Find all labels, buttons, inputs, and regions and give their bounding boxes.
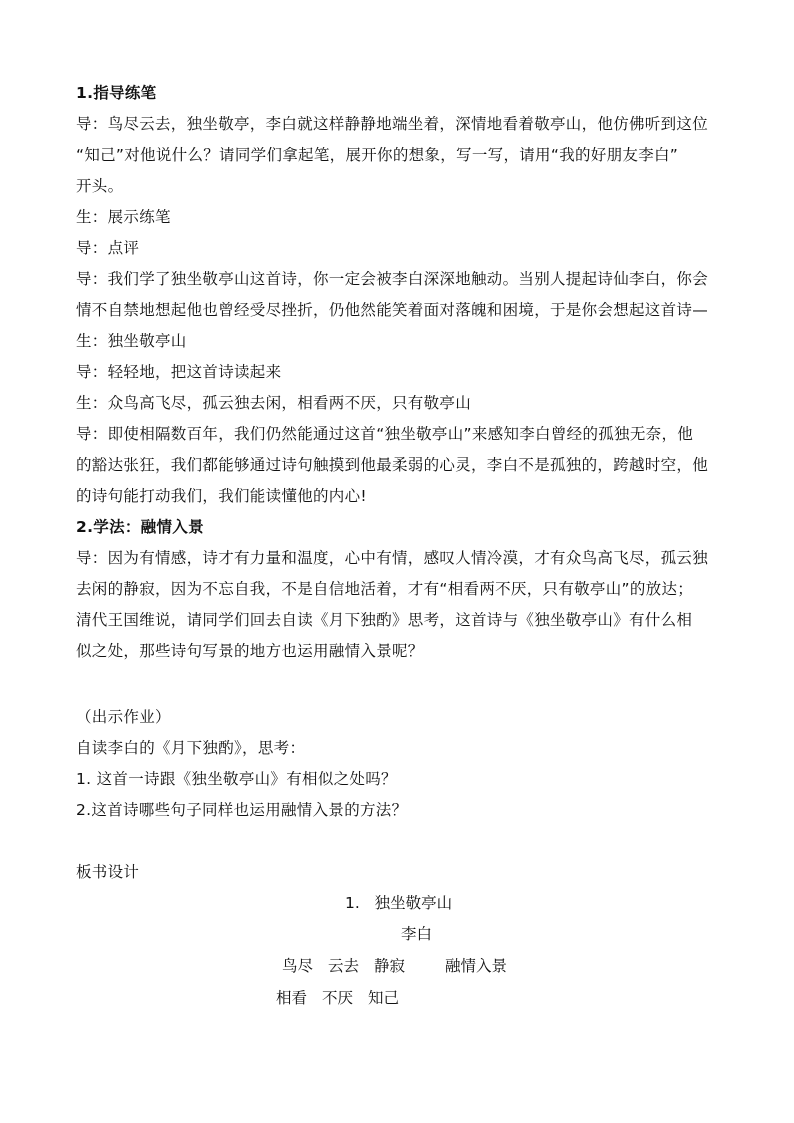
board-keyword: 云去 xyxy=(328,957,360,975)
paragraph-line: 导：我们学了独坐敬亭山这首诗，你一定会被李白深深地触动。当别人提起诗仙李白，你会 xyxy=(76,270,709,288)
paragraph-line: 的诗句能打动我们，我们能读懂他的内心! xyxy=(76,487,367,505)
board-keyword: 静寂 xyxy=(374,957,406,975)
board-keyword: 融情入景 xyxy=(445,957,508,975)
board-design-label: 板书设计 xyxy=(76,863,140,881)
paragraph-line: 似之处，那些诗句写景的地方也运用融情入景呢？ xyxy=(76,642,424,660)
homework-question-1: 1. 这首一诗跟《独坐敬亭山》有相似之处吗？ xyxy=(76,770,397,788)
homework-question-2: 2.这首诗哪些句子同样也运用融情入景的方法？ xyxy=(76,801,408,819)
board-title: 1. 独坐敬亭山 xyxy=(345,894,453,912)
paragraph-line: 导：鸟尽云去，独坐敬亭，李白就这样静静地端坐着，深情地看着敬亭山，他仿佛听到这位 xyxy=(76,115,709,133)
homework-intro: 自读李白的《月下独酌》，思考： xyxy=(76,739,306,757)
paragraph-line: “知己”对他说什么？请同学们拿起笔，展开你的想象，写一写，请用“我的好朋友李白” xyxy=(76,146,679,164)
paragraph-line: 导：因为有情感，诗才有力量和温度，心中有情，感叹人情冷漠，才有众鸟高飞尽，孤云独 xyxy=(76,549,709,567)
paragraph-line: 导：即使相隔数百年，我们仍然能通过这首“独坐敬亭山”来感知李白曾经的孤独无奈，他 xyxy=(76,425,694,443)
board-row-2 xyxy=(276,988,399,1008)
board-author: 李白 xyxy=(401,925,433,943)
paragraph-line: 导：轻轻地，把这首诗读起来 xyxy=(76,363,282,381)
paragraph-line: 生：展示练笔 xyxy=(76,208,171,226)
paragraph-line: 开头。 xyxy=(76,177,124,195)
paragraph-line: 生：独坐敬亭山 xyxy=(76,332,187,350)
board-keyword: 相看 xyxy=(276,989,308,1007)
paragraph-line: 去闲的静寂，因为不忘自我，不是自信地活着，才有“相看两不厌，只有敬亭山”的放达； xyxy=(76,580,694,598)
board-keyword: 鸟尽 xyxy=(282,957,314,975)
homework-label: （出示作业） xyxy=(76,708,171,726)
board-row-1 xyxy=(282,956,507,976)
section2-heading: 2.学法：融情入景 xyxy=(76,518,204,536)
board-keyword: 知己 xyxy=(368,989,400,1007)
paragraph-line: 的豁达张狂，我们都能够通过诗句触摸到他最柔弱的心灵，李白不是孤独的，跨越时空，他 xyxy=(76,456,709,474)
paragraph-line: 导：点评 xyxy=(76,239,140,257)
paragraph-line: 清代王国维说，请同学们回去自读《月下独酌》思考，这首诗与《独坐敬亭山》有什么相 xyxy=(76,611,693,629)
paragraph-line: 生：众鸟高飞尽，孤云独去闲，相看两不厌，只有敬亭山 xyxy=(76,394,472,412)
board-keyword: 不厌 xyxy=(322,989,354,1007)
section1-heading: 1.指导练笔 xyxy=(76,84,157,102)
paragraph-line: 情不自禁地想起他也曾经受尽挫折，仍他然能笑着面对落魄和困境，于是你会想起这首诗— xyxy=(76,301,709,319)
